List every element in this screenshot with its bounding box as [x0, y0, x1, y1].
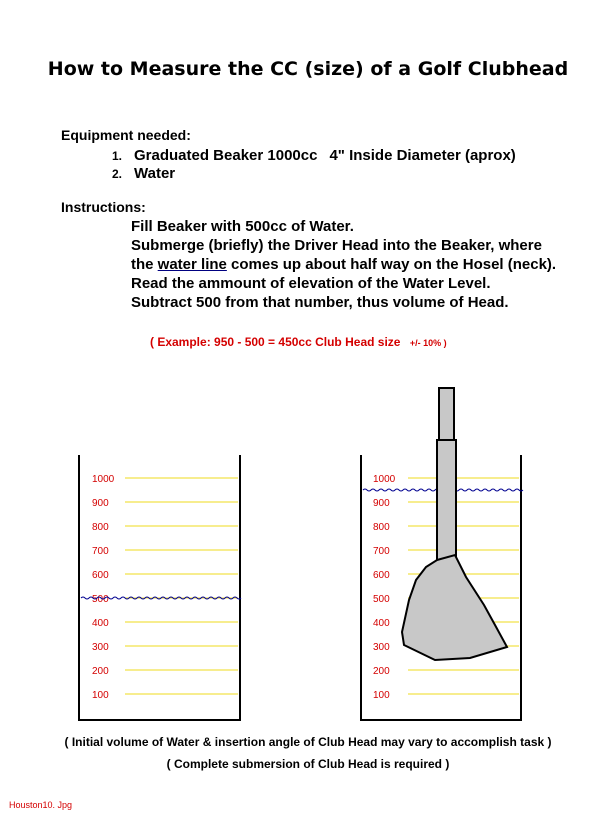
instruction-text: comes up about half way on the Hosel (neck). [226, 256, 557, 273]
page-title: How to Measure the CC (size) of a Golf Clubhead [47, 58, 569, 80]
scale-label: 1000 [373, 474, 396, 485]
note-submersion: ( Complete submersion of Club Head is required ) [166, 757, 450, 771]
scale-label: 900 [373, 498, 390, 509]
equipment-item-text: Graduated Beaker 1000cc [134, 147, 318, 164]
scale-label: 800 [92, 522, 109, 533]
scale-label: 600 [373, 570, 390, 581]
example-main: ( Example: 950 - 500 = 450cc Club Head size [150, 335, 401, 349]
scale-label: 800 [373, 522, 390, 533]
scale-label: 400 [92, 618, 109, 629]
instruction-line: Fill Beaker with 500cc of Water. [131, 218, 354, 235]
instruction-text: the [131, 256, 158, 273]
scale-label: 100 [373, 690, 390, 701]
note-volume: ( Initial volume of Water & insertion angle of Club Head may vary to accomplish task ) [64, 735, 552, 749]
list-number: 1. [112, 149, 123, 163]
list-number: 2. [112, 167, 123, 181]
equipment-item-extra: 4" Inside Diameter (aprox) [329, 147, 516, 164]
scale-label: 200 [373, 666, 390, 677]
water-line-link[interactable]: water line [157, 256, 227, 273]
scale-label: 500 [92, 594, 109, 605]
scale-label: 700 [373, 546, 390, 557]
golf-club [402, 388, 507, 660]
scale-label: 300 [373, 642, 390, 653]
scale-label: 700 [92, 546, 109, 557]
scale-label: 200 [92, 666, 109, 677]
scale-label: 1000 [92, 474, 115, 485]
scale-label: 100 [92, 690, 109, 701]
equipment-item-text: Water [134, 165, 176, 182]
instruction-line: Submerge (briefly) the Driver Head into the Beaker, where [131, 237, 542, 254]
example-tolerance: +/- 10% ) [409, 338, 447, 348]
instructions-heading: Instructions: [61, 199, 146, 215]
scale-label: 300 [92, 642, 109, 653]
beaker-scale [92, 474, 238, 701]
club-head [402, 555, 507, 660]
instruction-line: Read the ammount of elevation of the Water Level. [131, 275, 491, 292]
scale-label: 500 [373, 594, 390, 605]
beaker-outline [79, 455, 240, 720]
filename-label: Houston10. Jpg [9, 800, 73, 810]
left-beaker [79, 455, 241, 720]
scale-label: 600 [92, 570, 109, 581]
scale-label: 400 [373, 618, 390, 629]
scale-label: 900 [92, 498, 109, 509]
instruction-line: Subtract 500 from that number, thus volume of Head. [131, 294, 509, 311]
equipment-heading: Equipment needed: [61, 127, 191, 143]
club-shaft [439, 388, 454, 440]
club-hosel [437, 440, 456, 560]
